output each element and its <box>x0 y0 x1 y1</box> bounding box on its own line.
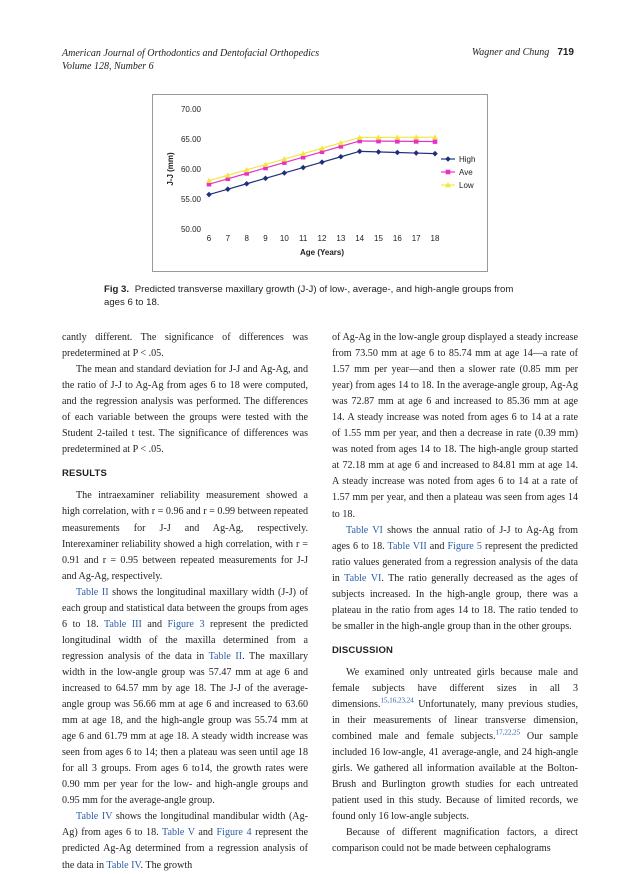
paragraph-text: We examined only untreated girls because male and female subjects have different sizes in all 3 dimensions. <box>332 666 578 711</box>
table-iv-link[interactable]: Table IV <box>76 811 113 823</box>
paragraph-text: The intraexaminer reliability measurement showed a high correlation, with r = 0.96 and r = 0.99 between repeated measurements for J-J and Ag-Ag, respectively. Interexaminer reliability showed a high correlation, with r = 0.91 and r = 0.95 between repeated measurements for J-J and Ag-Ag, respectively. <box>62 490 308 582</box>
series-line-high <box>209 151 435 194</box>
paragraph <box>62 330 308 362</box>
x-tick-label: 18 <box>430 234 440 243</box>
chart-svg <box>153 95 487 271</box>
paragraph <box>332 523 578 635</box>
table-ii-link[interactable]: Table II <box>76 586 109 598</box>
paragraph-text: Our sample included 16 low-angle, 41 average-angle, and 24 high-angle girls. We gathered all information available at the Bolton-Brush and Burlington growth studies for each untreated patient used in this study. Because of limited records, we found only 16 low-angle subjects. <box>332 731 578 823</box>
paragraph <box>332 665 578 825</box>
figure-5-link[interactable]: Figure 5 <box>447 540 482 552</box>
journal-name: American Journal of Orthodontics and Dentofacial Orthopedics <box>62 48 320 59</box>
x-tick-label: 9 <box>263 234 268 243</box>
table-iv-link[interactable]: Table IV <box>106 859 141 871</box>
y-tick-label: 50.00 <box>180 225 201 234</box>
data-point-high <box>263 176 269 182</box>
x-tick-label: 17 <box>411 234 421 243</box>
figure-4-link[interactable]: Figure 4 <box>216 827 252 839</box>
x-tick-label: 14 <box>355 234 365 243</box>
data-point-high <box>413 150 419 156</box>
citation-superscript[interactable]: 15,16,23,24 <box>380 696 414 705</box>
data-point-high <box>357 149 363 155</box>
journal-volume: Volume 128, Number 6 <box>62 61 154 72</box>
x-tick-label: 6 <box>206 234 212 243</box>
legend-marker <box>445 156 451 162</box>
x-axis-label: Age (Years) <box>299 248 345 257</box>
x-tick-label: 13 <box>336 234 346 243</box>
x-tick-label: 12 <box>317 234 327 243</box>
paragraph-text: Unfortunately, many previous studies, in their measurements of linear transverse dimension, combined male and female subjects. <box>332 699 578 743</box>
paragraph-text: . The maxillary width in the low-angle group was 57.47 mm at age 6 and increased to 64.57 mm by age 18. The J-J of the average-angle group was 56.66 mm at age 6 and increased to 63.60 mm at age 18, and the high-angle group was 55.74 mm at age 6 and 61.79 mm at age 18. A steady width increase was seen from ages 6 to 14; then a plateau was seen until age 18 for all 3 groups. From ages 6 to14, the growth rates were 0.90 mm per year for the low- and high-angle groups and 0.95 mm for the average-angle group. <box>62 650 308 807</box>
paragraph-text: shows the annual ratio of J-J to Ag-Ag from ages 6 to 18. <box>332 524 579 552</box>
y-tick-label: 70.00 <box>180 105 201 114</box>
legend-label: Low <box>459 181 474 190</box>
data-point-high <box>376 149 382 155</box>
y-tick-label: 60.00 <box>180 165 201 174</box>
table-v-link[interactable]: Table V <box>162 827 195 839</box>
paragraph <box>62 362 308 458</box>
paragraph <box>62 809 308 873</box>
left-column <box>62 330 308 874</box>
figure-caption-text: Predicted transverse maxillary growth (J-J) of low-, average-, and high-angle groups from ages 6 to 18. <box>104 284 514 308</box>
data-point-ave <box>433 139 438 144</box>
legend-label: High <box>459 155 476 164</box>
discussion-heading: DISCUSSION <box>332 644 394 656</box>
table-vii-link[interactable]: Table VII <box>387 540 427 552</box>
x-tick-label: 15 <box>374 234 383 243</box>
paragraph-text: . The growth <box>140 859 193 871</box>
x-tick-label: 16 <box>392 234 402 243</box>
paragraph <box>332 825 578 857</box>
paragraph-text: and <box>141 618 168 630</box>
y-tick-label: 65.00 <box>180 135 201 144</box>
data-point-high <box>395 150 401 156</box>
paragraph-text: represent the predicted ratio values generated from a regression analysis of the data in <box>332 540 578 584</box>
y-axis-label: J-J (mm) <box>166 152 175 186</box>
x-tick-label: 11 <box>299 234 308 243</box>
figure-3-chart <box>152 94 488 272</box>
paragraph-text: represent the predicted Ag-Ag determined from a regression analysis of the data in <box>62 827 308 871</box>
table-vi-link[interactable]: Table VI <box>344 572 382 584</box>
table-vi-link[interactable]: Table VI <box>346 524 383 536</box>
paragraph-text: The mean and standard deviation for J-J and Ag-Ag, and the ratio of J-J to Ag-Ag from ages 6 to 18 were computed, and the regression analysis was performed. The differences of each variable between the groups were tested with the Student 2-tailed t test. The significance of differences was predetermined at P < .05. <box>62 364 308 456</box>
x-tick-label: 10 <box>279 234 289 243</box>
paragraph-text: of Ag-Ag in the low-angle group displayed a steady increase from 73.50 mm at age 6 to 85.74 mm at age 14—a rate of 1.57 mm per year—and then a slower rate (0.85 mm per year) from ages 14 to 18. In the average-angle group, Ag-Ag was 72.87 mm at age 6 and increased to 85.36 mm at age 14. A steady increase was noted from ages 6 to 14 at a rate of 1.55 mm per year, and then a decrease in rate (0.39 mm) was noted from ages 14 to 18. The high-angle group started at 72.18 mm at age 6 and increased to 84.81 mm at age 14. A steady increase was noted from ages 6 to 14 at a rate of 1.57 mm per year, and then a plateau was seen from ages 14 to 18. <box>332 332 578 520</box>
paragraph-text: . The ratio generally decreased as the ages of subjects increased. In the high-angle group, there was a plateau in the ratio from ages 14 to 18. The ratio tended to be smaller in the high-angle group than in the other groups. <box>332 572 578 632</box>
results-heading: RESULTS <box>62 468 108 480</box>
x-tick-label: 8 <box>244 234 249 243</box>
data-point-high <box>225 186 231 192</box>
paragraph <box>332 330 578 523</box>
data-point-high <box>300 165 306 171</box>
y-tick-label: 55.00 <box>180 195 201 204</box>
figure-label: Fig 3. <box>104 284 130 295</box>
figure-caption <box>104 283 536 309</box>
page-number: 719 <box>557 47 574 58</box>
paragraph-text: and <box>426 540 448 552</box>
paragraph-text: shows the longitudinal mandibular width (Ag-Ag) from ages 6 to 18. <box>62 811 308 839</box>
data-point-high <box>282 170 288 176</box>
legend-label: Ave <box>459 168 473 177</box>
table-ii-link[interactable]: Table II <box>208 650 243 662</box>
paragraph <box>62 488 308 584</box>
table-iii-link[interactable]: Table III <box>103 618 142 630</box>
data-point-high <box>244 181 250 187</box>
paragraph-text: shows the longitudinal maxillary width (J-J) of each group and statistical data between the groups from ages 6 to 18. <box>62 586 308 630</box>
paragraph-text: cantly different. The significance of differences was predetermined at P < .05. <box>62 332 308 360</box>
paragraph-text: and <box>194 827 217 839</box>
paragraph <box>62 585 308 810</box>
data-point-high <box>206 192 212 198</box>
data-point-ave <box>414 139 419 144</box>
author-names: Wagner and Chung <box>471 47 550 58</box>
citation-superscript[interactable]: 17,22,25 <box>495 728 521 737</box>
paragraph-text: represent the predicted longitudinal width of the maxilla determined from a regression analysis of the data in <box>62 618 308 662</box>
x-tick-label: 7 <box>225 234 231 243</box>
data-point-high <box>338 154 344 160</box>
figure-3-link[interactable]: Figure 3 <box>167 618 205 630</box>
data-point-high <box>432 151 438 157</box>
running-header-right <box>472 47 574 58</box>
right-column <box>332 330 578 858</box>
legend-marker <box>446 170 451 175</box>
paragraph-text: Because of different magnification factors, a direct comparison could not be made between cephalograms <box>332 827 578 855</box>
running-header <box>62 47 319 73</box>
data-point-high <box>319 159 325 165</box>
